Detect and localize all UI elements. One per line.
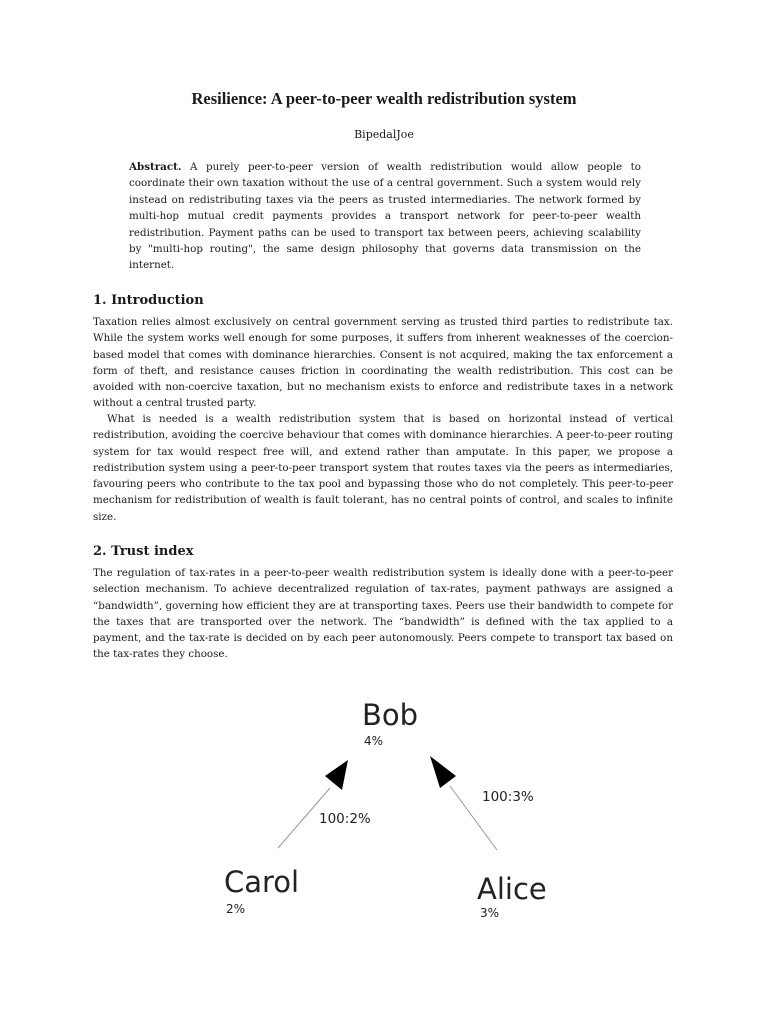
abstract bbox=[129, 159, 641, 274]
node-carol-rate: 2% bbox=[226, 902, 246, 916]
trust-network-diagram bbox=[220, 698, 552, 928]
edge-label-carol-bob: 100:2% bbox=[319, 811, 371, 827]
abstract-label: Abstract. bbox=[129, 161, 182, 173]
arrowhead-carol-bob bbox=[325, 760, 348, 790]
node-alice-rate: 3% bbox=[480, 906, 500, 920]
node-alice-name: Alice bbox=[477, 872, 547, 906]
trust-index-paragraph: The regulation of tax-rates in a peer-to-peer wealth redistribution system is ideally done with a peer-to-peer selection mechanism. To achieve decentralized regulation of tax-rates, payment pathways are assigned a “bandwidth”, governing how efficient they are at transporting taxes. Peers use their bandwidth to compete for the taxes that are transported over the network. The “bandwidth” is defined with the tax applied to a payment, and the tax-rate is decided on by each peer autonomously. Peers compete to transport tax based on the tax-rates they choose. bbox=[93, 567, 673, 661]
edge-label-alice-bob: 100:3% bbox=[482, 789, 534, 805]
node-bob-name: Bob bbox=[362, 698, 419, 732]
section-heading-trust-index: 2. Trust index bbox=[93, 544, 194, 559]
node-carol-name: Carol bbox=[224, 865, 300, 899]
section-heading-introduction: 1. Introduction bbox=[93, 293, 204, 308]
paper-title: Resilience: A peer-to-peer wealth redistribution system bbox=[191, 89, 577, 108]
paper-author: BipedalJoe bbox=[354, 128, 414, 141]
node-bob-rate: 4% bbox=[364, 734, 384, 748]
abstract-text: A purely peer-to-peer version of wealth redistribution would allow people to coordinate their own taxation without the use of a central government. Such a system would rely instead on redistributing taxes via the peers as trusted intermediaries. The network formed by multi-hop mutual credit payments provides a transport network for peer-to-peer wealth redistribution. Payment paths can be used to transport tax between peers, achieving scalability by "multi-hop routing", the same design philosophy that governs data transmission on the internet. bbox=[129, 161, 641, 272]
intro-paragraph-1: Taxation relies almost exclusively on central government serving as trusted third parties to redistribute tax. While the system works well enough for some purposes, it suffers from inherent weaknesses of the coercion-based model that comes with dominance hierarchies. Consent is not acquired, making the tax enforcement a form of theft, and resistance causes friction in coordinating the wealth redistribution. This cost can be avoided with non-coercive taxation, but no mechanism exists to enforce and redistribute taxes in a network without a central trusted party. bbox=[93, 316, 673, 410]
intro-paragraph-2: What is needed is a wealth redistribution system that is based on horizontal instead of vertical redistribution, avoiding the coercive behaviour that comes with dominance hierarchies. A peer-to-peer routing system for tax would respect free will, and extend rather than amputate. In this paper, we propose a redistribution system using a peer-to-peer transport system that routes taxes via the peers as intermediaries, favouring peers who contribute to the tax pool and bypassing those who do not completely. This peer-to-peer mechanism for redistribution of wealth is fault tolerant, has no central points of control, and scales to infinite size. bbox=[93, 413, 673, 523]
arrowhead-alice-bob bbox=[430, 756, 456, 788]
